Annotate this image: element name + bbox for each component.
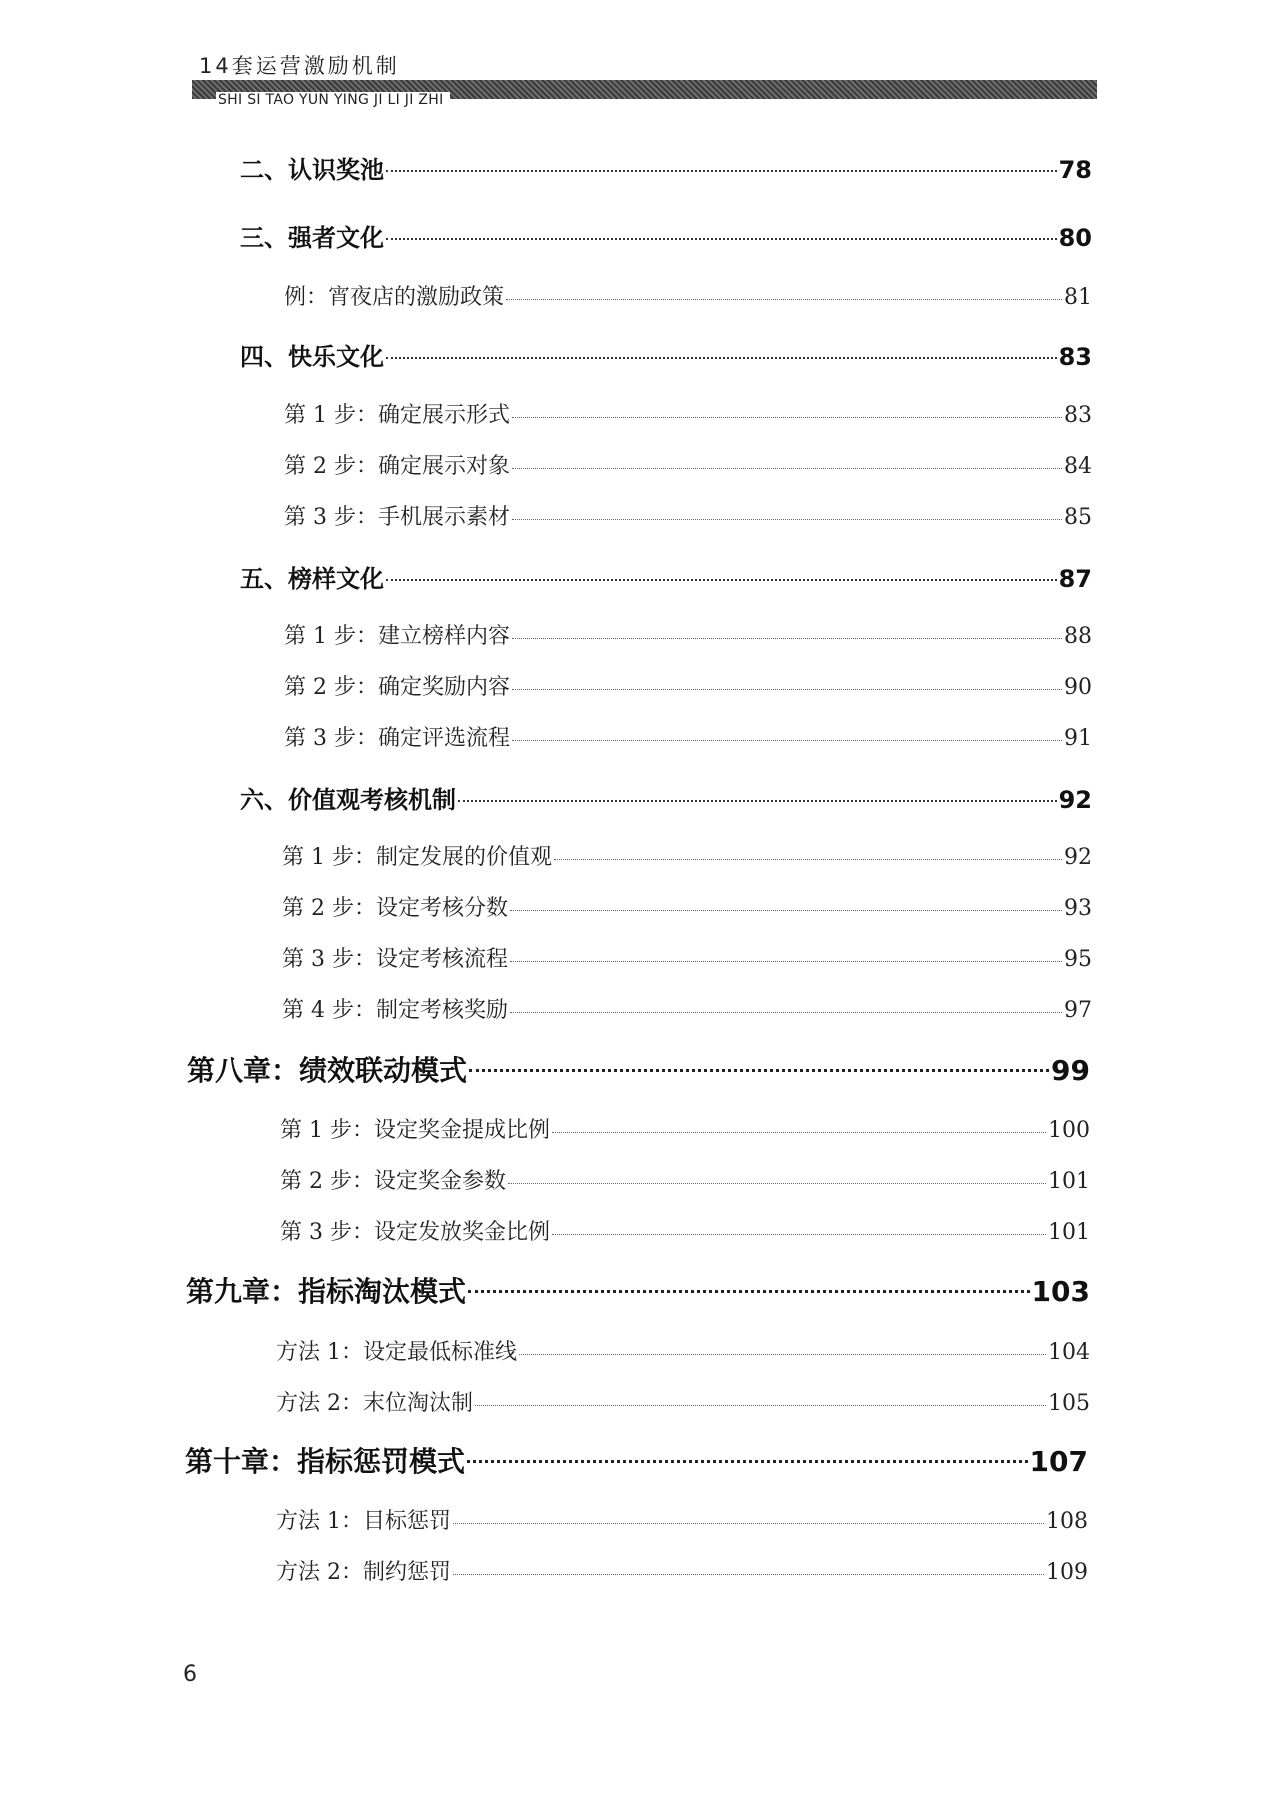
toc-item[interactable] [282, 942, 1092, 973]
toc-chapter[interactable] [187, 1049, 1090, 1089]
book-title-pinyin: SHI SI TAO YUN YING JI LI JI ZHI [216, 92, 450, 108]
toc-item[interactable] [276, 1386, 1090, 1417]
dot-leader [453, 1523, 1044, 1524]
toc-page: 78 [1058, 156, 1092, 184]
toc-page: 87 [1058, 565, 1092, 593]
toc-item[interactable] [280, 1113, 1090, 1144]
dot-leader [510, 910, 1062, 911]
toc-item[interactable] [276, 1555, 1088, 1586]
toc-page: 101 [1048, 1169, 1090, 1194]
toc-label: 第 3 步：设定发放奖金比例 [280, 1220, 550, 1245]
toc-page: 104 [1048, 1340, 1090, 1365]
toc-label: 第 1 步：制定发展的价值观 [282, 845, 552, 870]
dot-leader [386, 170, 1057, 172]
dot-leader [510, 961, 1062, 962]
toc-section[interactable] [240, 337, 1092, 372]
toc-label: 第 2 步：确定奖励内容 [284, 675, 510, 700]
dot-leader [386, 579, 1057, 581]
toc-page: 85 [1064, 505, 1092, 530]
toc-label: 第 2 步：确定展示对象 [284, 454, 510, 479]
toc-label: 六、价值观考核机制 [240, 786, 456, 814]
toc-page: 95 [1064, 947, 1092, 972]
toc-section[interactable] [240, 218, 1092, 253]
toc-chapter[interactable] [185, 1440, 1088, 1480]
toc-page: 108 [1046, 1509, 1088, 1534]
toc-item[interactable] [284, 500, 1092, 531]
toc-page: 81 [1064, 285, 1092, 310]
toc-page: 101 [1048, 1220, 1090, 1245]
toc-item[interactable] [282, 993, 1092, 1024]
toc-item[interactable] [280, 1164, 1090, 1195]
toc-page: 97 [1064, 998, 1092, 1023]
toc-page: 99 [1051, 1054, 1090, 1087]
dot-leader [386, 357, 1057, 359]
toc-label: 第十章：指标惩罚模式 [185, 1445, 466, 1478]
toc-page: 105 [1048, 1391, 1090, 1416]
dot-leader [512, 519, 1062, 520]
toc-page: 84 [1064, 454, 1092, 479]
dot-leader [468, 1290, 1030, 1293]
toc-item[interactable] [282, 840, 1092, 871]
toc-item[interactable] [284, 619, 1092, 650]
toc-label: 第 3 步：手机展示素材 [284, 505, 510, 530]
dot-leader [552, 1132, 1046, 1133]
toc-section[interactable] [240, 559, 1092, 594]
book-title: 14套运营激励机制 [199, 54, 400, 78]
dot-leader [458, 800, 1057, 802]
dot-leader [453, 1574, 1044, 1575]
toc-chapter[interactable] [186, 1270, 1090, 1310]
toc-item[interactable] [284, 449, 1092, 480]
toc-label: 三、强者文化 [240, 224, 384, 252]
dot-leader [519, 1354, 1046, 1355]
toc-label: 例：宵夜店的激励政策 [284, 285, 505, 310]
toc-page: 93 [1064, 896, 1092, 921]
toc-page: 83 [1064, 403, 1092, 428]
dot-leader [512, 638, 1062, 639]
toc-item[interactable] [284, 280, 1092, 311]
toc-page: 80 [1058, 224, 1092, 252]
dot-leader [552, 1234, 1046, 1235]
toc-label: 方法 1：设定最低标准线 [276, 1340, 517, 1365]
toc-item[interactable] [284, 721, 1092, 752]
toc-page: 109 [1046, 1560, 1088, 1585]
toc-label: 第 2 步：设定奖金参数 [280, 1169, 506, 1194]
dot-leader [386, 238, 1057, 240]
dot-leader [512, 417, 1062, 418]
toc-label: 四、快乐文化 [240, 343, 384, 371]
dot-leader [508, 1183, 1046, 1184]
toc-label: 第八章：绩效联动模式 [187, 1054, 468, 1087]
toc-label: 第 3 步：确定评选流程 [284, 726, 510, 751]
toc-label: 方法 2：制约惩罚 [276, 1560, 451, 1585]
toc-item[interactable] [284, 398, 1092, 429]
toc-page: 91 [1064, 726, 1092, 751]
toc-label: 二、认识奖池 [240, 156, 384, 184]
toc-page: 100 [1048, 1118, 1090, 1143]
toc-label: 第 1 步：确定展示形式 [284, 403, 510, 428]
toc-item[interactable] [280, 1215, 1090, 1246]
toc-label: 方法 1：目标惩罚 [276, 1509, 451, 1534]
dot-leader [467, 1460, 1028, 1463]
toc-label: 第 1 步：设定奖金提成比例 [280, 1118, 550, 1143]
toc-page: 90 [1064, 675, 1092, 700]
toc-item[interactable] [284, 670, 1092, 701]
dot-leader [506, 299, 1062, 300]
toc-page: 83 [1058, 343, 1092, 371]
toc-item[interactable] [282, 891, 1092, 922]
toc-label: 第 1 步：建立榜样内容 [284, 624, 510, 649]
dot-leader [512, 468, 1062, 469]
dot-leader [510, 1012, 1062, 1013]
dot-leader [512, 740, 1062, 741]
toc-page: 92 [1064, 845, 1092, 870]
dot-leader [554, 859, 1062, 860]
toc-item[interactable] [276, 1335, 1090, 1366]
toc-label: 第 4 步：制定考核奖励 [282, 998, 508, 1023]
toc-label: 五、榜样文化 [240, 565, 384, 593]
toc-page: 92 [1058, 786, 1092, 814]
toc-label: 第 2 步：设定考核分数 [282, 896, 508, 921]
toc-label: 第 3 步：设定考核流程 [282, 947, 508, 972]
page-number: 6 [183, 1662, 197, 1687]
dot-leader [512, 689, 1062, 690]
toc-item[interactable] [276, 1504, 1088, 1535]
dot-leader [469, 1069, 1049, 1072]
dot-leader [475, 1405, 1046, 1406]
toc-page: 107 [1029, 1445, 1088, 1478]
toc-label: 方法 2：末位淘汰制 [276, 1391, 473, 1416]
toc-section[interactable] [240, 780, 1092, 815]
toc-page: 88 [1064, 624, 1092, 649]
toc-label: 第九章：指标淘汰模式 [186, 1275, 467, 1308]
toc-page: 103 [1031, 1275, 1090, 1308]
toc-section[interactable] [240, 150, 1092, 185]
